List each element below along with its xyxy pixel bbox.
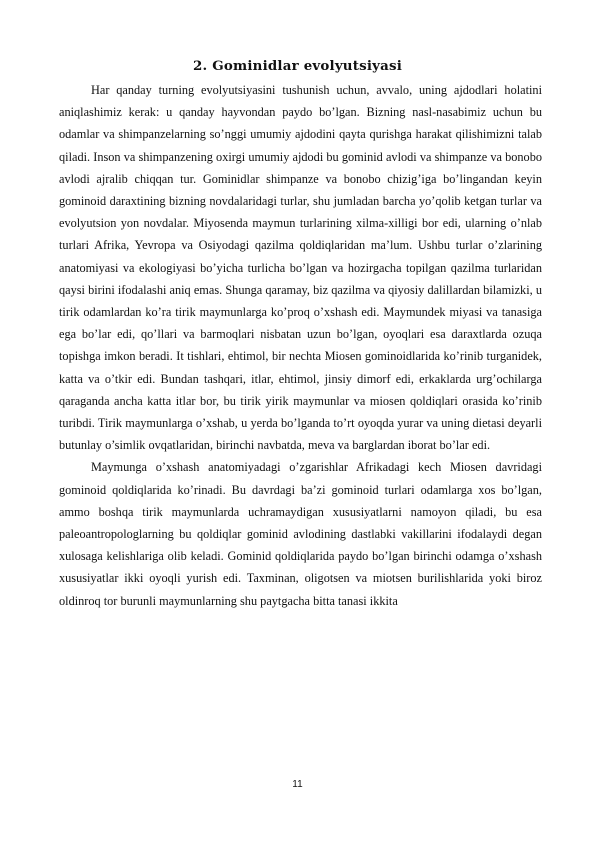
- page-number: 11: [292, 779, 303, 790]
- paragraph-1: Har qanday turning evolyutsiyasini tushunish uchun, avvalo, uning ajdodlari holatini aniqlashimiz kerak: u qanday hayvondan paydo bo’lgan. Bizning nasl-nasabimiz uchun bu odamlar va shimpanzelarning so’nggi umumiy ajdodini qayta qurishga harakat qilishimizni talab qiladi. Inson va shimpanzening oxirgi umumiy ajdodi bu gominid avlodi va shimpanze va bonobo avlodi ajralib chiqqan tur. Gominidlar shimpanze va bonobo chizig’iga bo’lingandan keyin gominoid daraxtining bizning novdalaridagi turlar, shu jumladan barcha yo’qolib ketgan turlar va evolyutsion yon novdalar. Miyosenda maymun turlarining xilma-xilligi bor edi, ularning o’nlab turlari Afrika, Yevropa va Osiyodagi qazilma qoldiqlaridan ma’lum. Ushbu turlar o’zlarining anatomiyasi va ekologiyasi bo’yicha turlicha bo’lgan va hozirgacha topilgan qazilma turlaridan qaysi birini ifodalashi aniq emas. Shunga qaramay, biz qazilma va qiyosiy dalillardan bilamizki, u tirik odamlardan ko’ra tirik maymunlarga ko’proq o’xshash edi. Maymundek miyasi va tanasiga ega bo’lar edi, qo’llari va barmoqlari nisbatan uzun bo’lgan, oyoqlari esa daraxtlarda ozuqa topishga imkon beradi. It tishlari, ehtimol, bir nechta Miosen gominoidlarida ko’rinib turganidek, katta va o’tkir edi. Bundan tashqari, itlar, ehtimol, jinsiy dimorf edi, erkaklarda urg’ochilarga qaraganda ancha katta itlar bor, bu tirik yirik maymunlar va miosen qoldiqlari orasida ko’rinib turibdi. Tirik maymunlarga o’xshab, u yerda bo’lganda to’rt oyoqda yurar va uning dietasi deyarli butunlay o’simlik ovqatlaridan, birinchi navbatda, meva va barglardan iborat bo’lar edi.: [59, 83, 542, 453]
- body-text: [59, 79, 542, 612]
- section-title: 2. Gominidlar evolyutsiyasi: [192, 58, 403, 74]
- paragraph-2: Maymunga o’xshash anatomiyadagi o’zgarishlar Afrikadagi kech Miosen davridagi gominoid qoldiqlarida ko’rinadi. Bu davrdagi ba’zi gominoid turlari odamlarga xos bo’lgan, ammo boshqa tirik maymunlarda uchramaydigan xususiyatlarni namoyon qiladi, bu esa paleoantropologlarning bu qoldiqlar gominid avlodining dastlabki vakillarini ifodalaydi degan xulosaga kelishlariga olib keladi. Gominid qoldiqlarida paydo bo’lgan birinchi odamga o’xshash xususiyatlar ikki oyoqli yurish edi. Taxminan, oligotsen va miotsen burilishlarida yoki biroz oldinroq tor burunli maymunlarning shu paytgacha bitta tanasi ikkita: [59, 460, 542, 608]
